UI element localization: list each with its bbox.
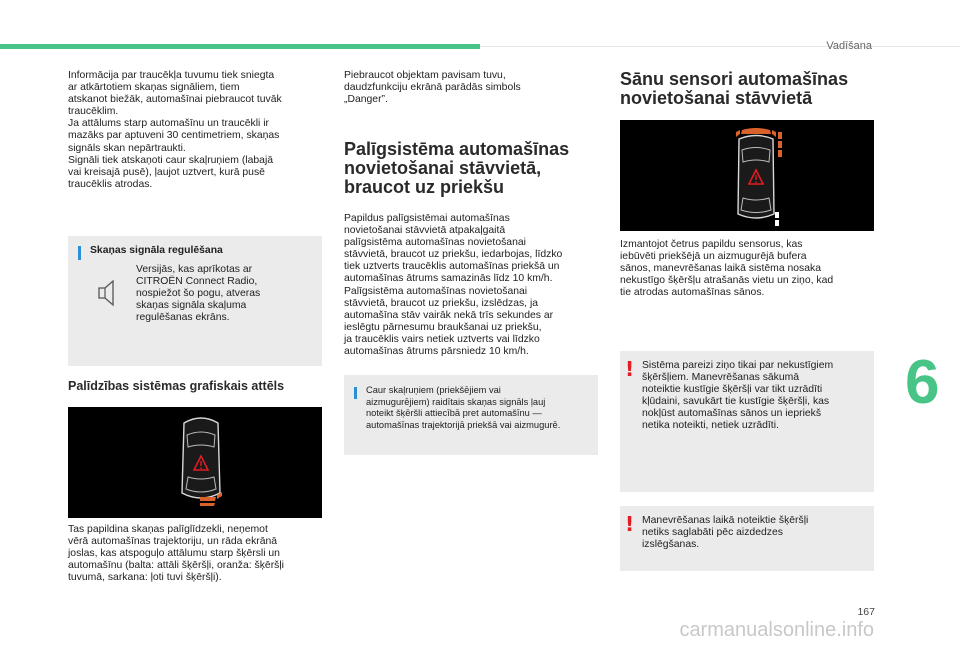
- figure-caption: Tas papildina skaņas palīglīdzekli, neņemot vērā automašīnas trajektoriju, un rāda ekrānā joslas, kas atspoguļo attālumu starp šķērsli un automašīnu (balta: attāli šķēršļi, oranža: šķēršļi tuvumā, sarkana: ļoti tuvi šķēršļi).: [68, 524, 284, 584]
- rear-sensor-figure: [68, 407, 322, 518]
- warning-text-1: Sistēma pareizi ziņo tikai par nekustīgiem šķēršļiem. Manevrēšanas sākumā noteiktie kustīgie šķēršļi var tikt uzrādīti kļūdaini, savukārt tie kustīgie šķēršļi, kas nokļūst automašīnas sānos un iepriekš netika noteikti, netiek uzrādīti.: [642, 360, 834, 432]
- box-title: Skaņas signāla regulēšana: [90, 245, 223, 256]
- speaker-note-text: Caur skaļruņiem (priekšējiem vai aizmugurējiem) raidītais skaņas signāls ļauj noteikt šķēršli attiecībā pret automašīnu — automašīnas trajektorijā priekšā vai aizmugurē.: [366, 385, 561, 430]
- speaker-note-box: [344, 375, 598, 455]
- header-divider: [480, 46, 960, 47]
- box-text: Versijās, kas aprīkotas ar CITROËN Connect Radio, nospiežot šo pogu, atveras skaņas signāla skaļuma regulēšanas ekrāns.: [136, 264, 261, 324]
- danger-intro: Piebraucot objektam pavisam tuvu, daudzfunkciju ekrānā parādās simbols „Danger”.: [344, 70, 521, 106]
- intro-paragraph: Informācija par traucēkļa tuvumu tiek sniegta ar atkārtotiem skaņas signāliem, tiem atskanot biežāk, automašīnai piebraucot tuvāk traucēklim. Ja attālums starp automašīnu un traucēkli ir mazāks par aptuveni 30 centimetriem, skaņas signāls skan nepārtraukti. Signāli tiek atskaņoti caur skaļruņiem (labajā vai kreisajā pusē), ļaujot uztvert, kurā pusē traucēklis atrodas.: [68, 70, 282, 190]
- forward-parking-body: Papildus palīgsistēmai automašīnas novietošanai stāvvietā atpakaļgaitā palīgsistēma automašīnas novietošanai stāvvietā, braucot uz priekšu, iedarbojas, līdzko tiek uztverts traucēklis automašīnas priekšā un automašīnas ātrums samazinās līdz 10 km/h. Palīgsistēma automašīnas novietošanai stāvvietā, braucot uz priekšu, izslēdzas, ja automašīna stāv vairāk nekā trīs sekundes ar ieslēgtu pārnesumu braukšanai uz priekšu, ja traucēklis vairs netiek uztverts vai līdzko automašīnas ātrums pārsniedz 10 km/h.: [344, 213, 563, 358]
- car-side-sensors-illustration: [620, 120, 874, 231]
- warning-icon: !: [625, 357, 635, 381]
- header-accent-bar: [0, 44, 480, 49]
- page-number: 167: [857, 606, 875, 618]
- warning-text-2: Manevrēšanas laikā noteiktie šķēršļi netiks saglabāti pēc aizdedzes izslēgšanas.: [642, 515, 809, 551]
- info-marker: [78, 246, 81, 260]
- sound-adjust-box: [68, 236, 322, 366]
- car-top-view-illustration: [68, 407, 322, 518]
- side-sensor-figure: [620, 120, 874, 231]
- warning-icon: !: [625, 512, 635, 536]
- warning-box-2: [620, 506, 874, 571]
- forward-parking-heading: Palīgsistēma automašīnas novietošanai stāvvietā, braucot uz priekšu: [344, 139, 570, 197]
- warning-box-1: [620, 351, 874, 492]
- chapter-number: 6: [905, 348, 940, 417]
- section-title: Vadīšana: [826, 40, 872, 52]
- side-sensors-body: Izmantojot četrus papildu sensorus, kas iebūvēti priekšējā un aizmugurējā bufera sānos, manevrēšanas laikā sistēma nosaka nekustīgo šķēršļu atrašanās vietu un ziņo, kad tie atrodas automašīnas sānos.: [620, 239, 834, 299]
- speaker-icon: [97, 278, 117, 308]
- side-sensors-heading: Sānu sensori automašīnas novietošanai stāvvietā: [620, 69, 849, 108]
- info-marker: [354, 387, 357, 399]
- graphic-display-heading: Palīdzības sistēmas grafiskais attēls: [68, 379, 285, 393]
- watermark: carmanualsonline.info: [679, 619, 874, 641]
